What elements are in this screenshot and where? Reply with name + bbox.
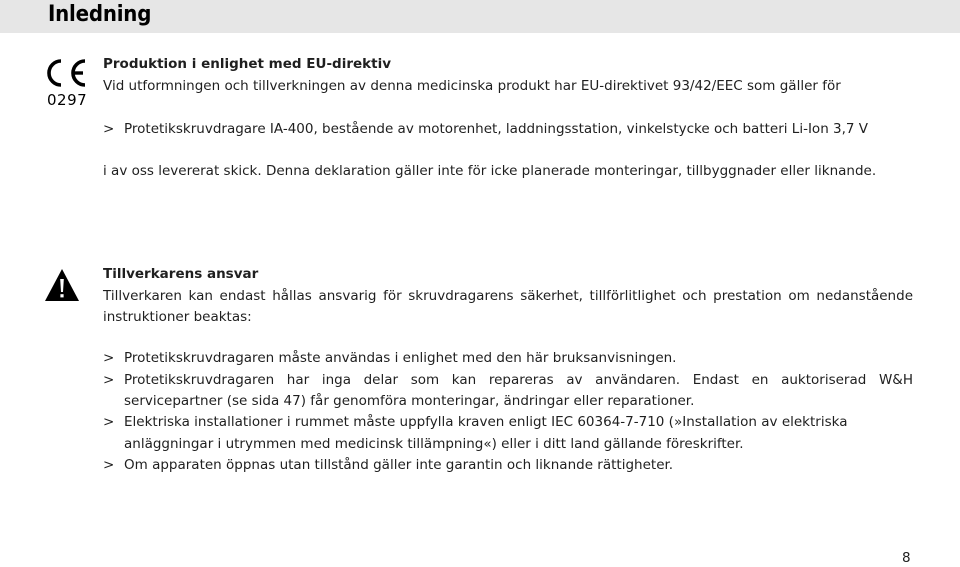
list-item: Protetikskruvdragaren har inga delar som kan repareras av användaren. Endast en auktoriserad W&H xyxy=(124,372,913,388)
bullet-marker: > xyxy=(103,457,115,473)
bullet-marker: > xyxy=(103,372,115,388)
list-item-continuation: servicepartner (se sida 47) får genomföra monteringar, ändringar eller reparationer. xyxy=(124,393,695,409)
list-item-continuation: anläggningar i utrymmen med medicinsk tillämpning«) eller i ditt land gällande föreskrifter. xyxy=(124,436,744,452)
ce-section-text-line: i av oss levererat skick. Denna deklaration gäller inte för icke planerade monteringar, tillbyggnader eller liknande. xyxy=(103,163,877,179)
bullet-marker: > xyxy=(103,121,115,137)
ce-section-title: Produktion i enlighet med EU-direktiv xyxy=(103,56,392,72)
list-item: Om apparaten öppnas utan tillstånd gäller inte garantin och liknande rättigheter. xyxy=(124,457,674,473)
list-item: Elektriska installationer i rummet måste uppfylla kraven enligt IEC 60364-7-710 (»Installation av elektriska xyxy=(124,414,848,430)
ce-mark-icon xyxy=(44,58,94,88)
responsibility-intro-line: instruktioner beaktas: xyxy=(103,309,252,325)
warning-triangle-icon xyxy=(44,268,80,302)
page-title: Inledning xyxy=(48,2,152,27)
ce-notified-body-number: 0297 xyxy=(47,91,88,109)
list-item: Protetikskruvdragaren måste användas i enlighet med den här bruksanvisningen. xyxy=(124,350,677,366)
page-number: 8 xyxy=(902,550,911,566)
bullet-marker: > xyxy=(103,414,115,430)
ce-section-bullet-text: Protetikskruvdragare IA-400, bestående av motorenhet, laddningsstation, vinkelstycke och batteri Li-Ion 3,7 V xyxy=(124,121,869,137)
bullet-marker: > xyxy=(103,350,115,366)
ce-section-text-line: Vid utformningen och tillverkningen av denna medicinska produkt har EU-direktivet 93/42/EEC som gäller för xyxy=(103,78,841,94)
responsibility-title: Tillverkarens ansvar xyxy=(103,266,259,282)
responsibility-intro-line: Tillverkaren kan endast hållas ansvarig för skruvdragarens säkerhet, tillförlitlighet och prestation om nedanstående xyxy=(103,288,913,304)
